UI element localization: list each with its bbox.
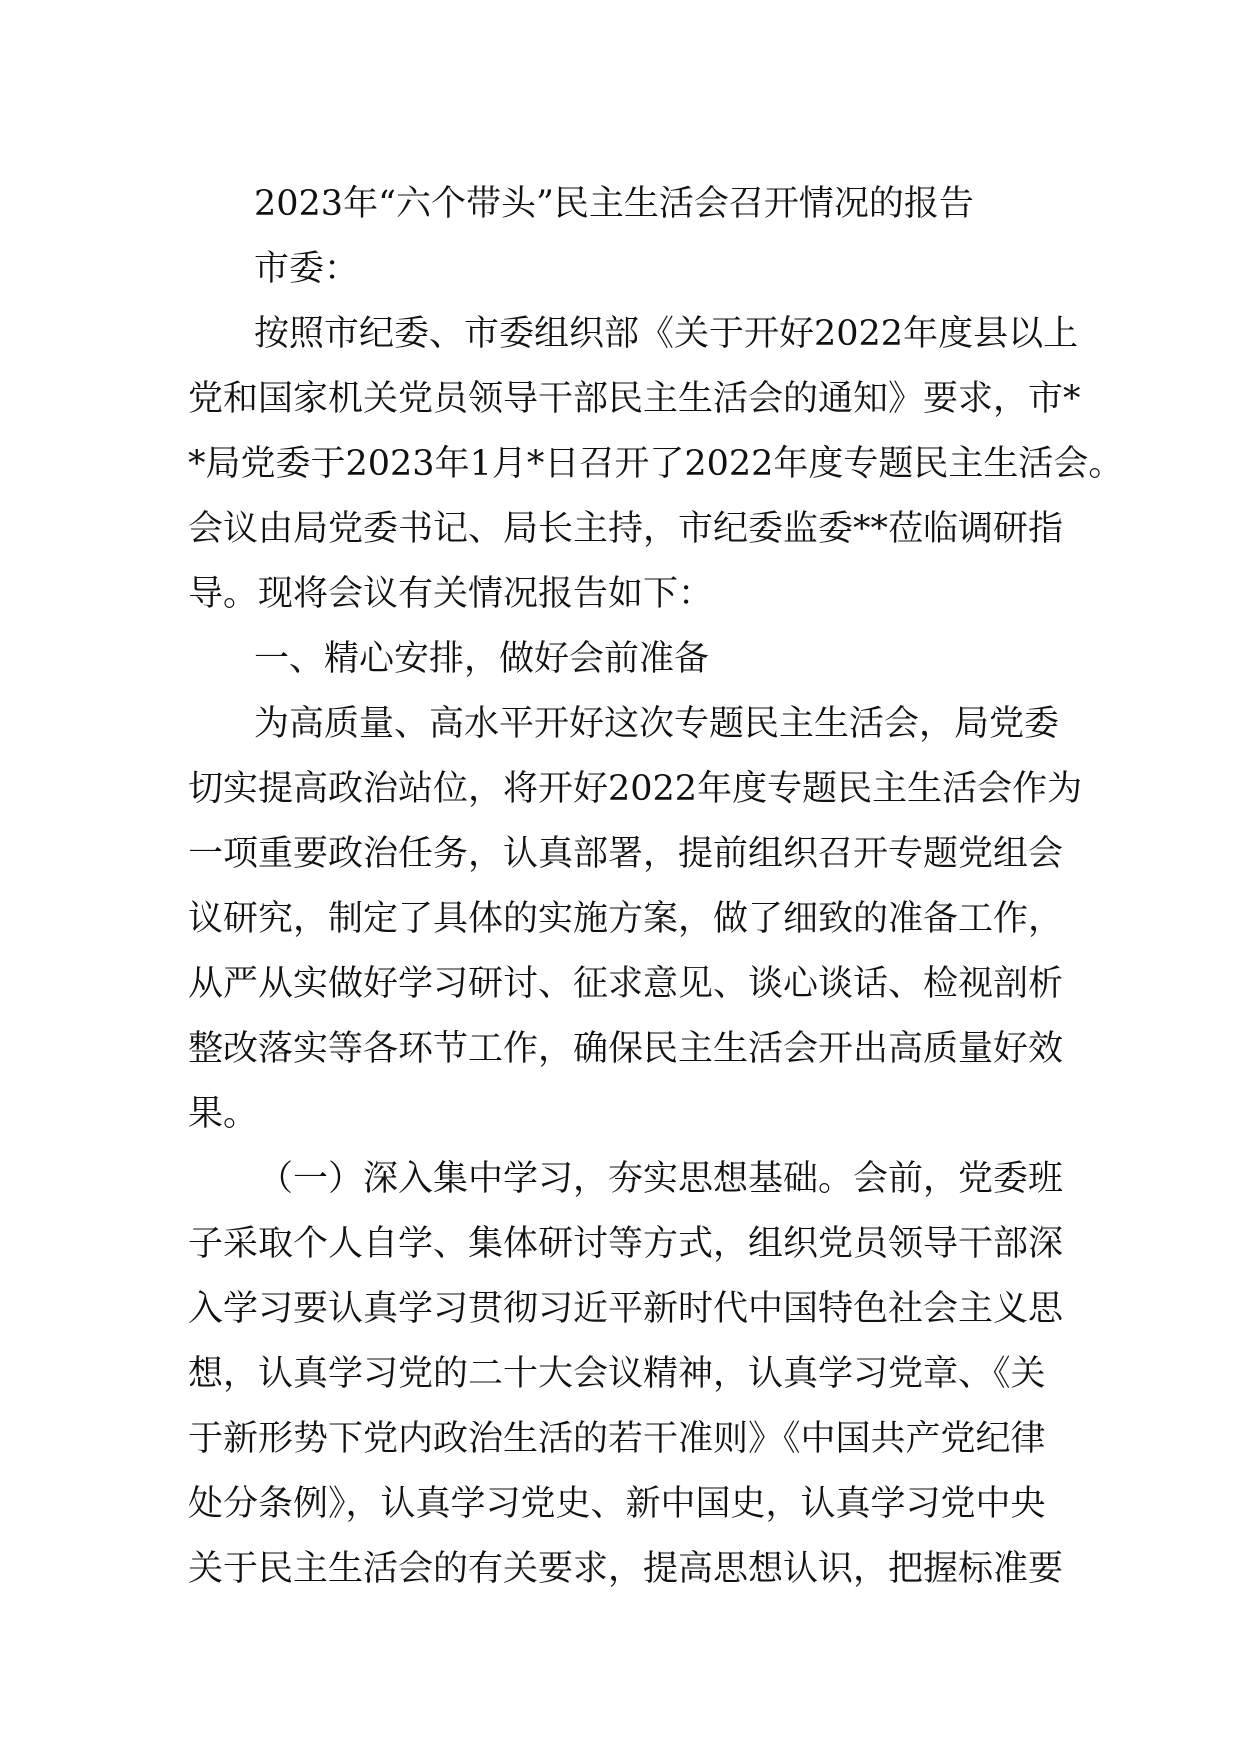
paragraph-2-line-4: 议研究，制定了具体的实施方案，做了细致的准备工作， (188, 899, 1064, 939)
paragraph-3-line-6: 处分条例》，认真学习党史、新中国史，认真学习党中央 (188, 1484, 1046, 1524)
paragraph-2-line-5: 从严从实做好学习研讨、征求意见、谈心谈话、检视剖析 (188, 964, 1064, 1004)
salutation: 市委： (254, 249, 360, 289)
paragraph-3-line-2: 子采取个人自学、集体研讨等方式，组织党员领导干部深 (188, 1224, 1064, 1264)
section-heading-1: 一、精心安排，做好会前准备 (254, 639, 710, 679)
paragraph-1-line-2: 党和国家机关党员领导干部民主生活会的通知》要求，市* (188, 379, 1081, 419)
paragraph-1-line-4: 会议由局党委书记、局长主持，市纪委监委**莅临调研指 (188, 509, 1064, 549)
paragraph-3-line-3: 入学习要认真学习贯彻习近平新时代中国特色社会主义思 (188, 1289, 1064, 1329)
paragraph-3-line-1: （一）深入集中学习，夯实思想基础。会前，党委班 (258, 1159, 1064, 1199)
paragraph-1-line-3: *局党委于2023年1月*日召开了2022年度专题民主生活会。 (188, 444, 1124, 484)
paragraph-1-line-5: 导。现将会议有关情况报告如下： (188, 574, 714, 614)
paragraph-3-line-4: 想，认真学习党的二十大会议精神，认真学习党章、《关 (188, 1354, 1046, 1394)
paragraph-2-line-7: 果。 (188, 1094, 259, 1134)
paragraph-3-line-7: 关于民主生活会的有关要求，提高思想认识，把握标准要 (188, 1549, 1064, 1589)
paragraph-1-line-1: 按照市纪委、市委组织部《关于开好2022年度县以上 (254, 314, 1079, 354)
paragraph-2-line-6: 整改落实等各环节工作，确保民主生活会开出高质量好效 (188, 1029, 1064, 1069)
paragraph-2-line-2: 切实提高政治站位，将开好2022年度专题民主生活会作为 (188, 769, 1083, 809)
paragraph-2-line-3: 一项重要政治任务，认真部署，提前组织召开专题党组会 (188, 834, 1064, 874)
document-body (188, 172, 1124, 1602)
paragraph-2-line-1: 为高质量、高水平开好这次专题民主生活会，局党委 (254, 704, 1060, 744)
document-title: 2023年“六个带头”民主生活会召开情况的报告 (254, 184, 974, 224)
paragraph-3-line-5: 于新形势下党内政治生活的若干准则》《中国共产党纪律 (188, 1419, 1046, 1459)
